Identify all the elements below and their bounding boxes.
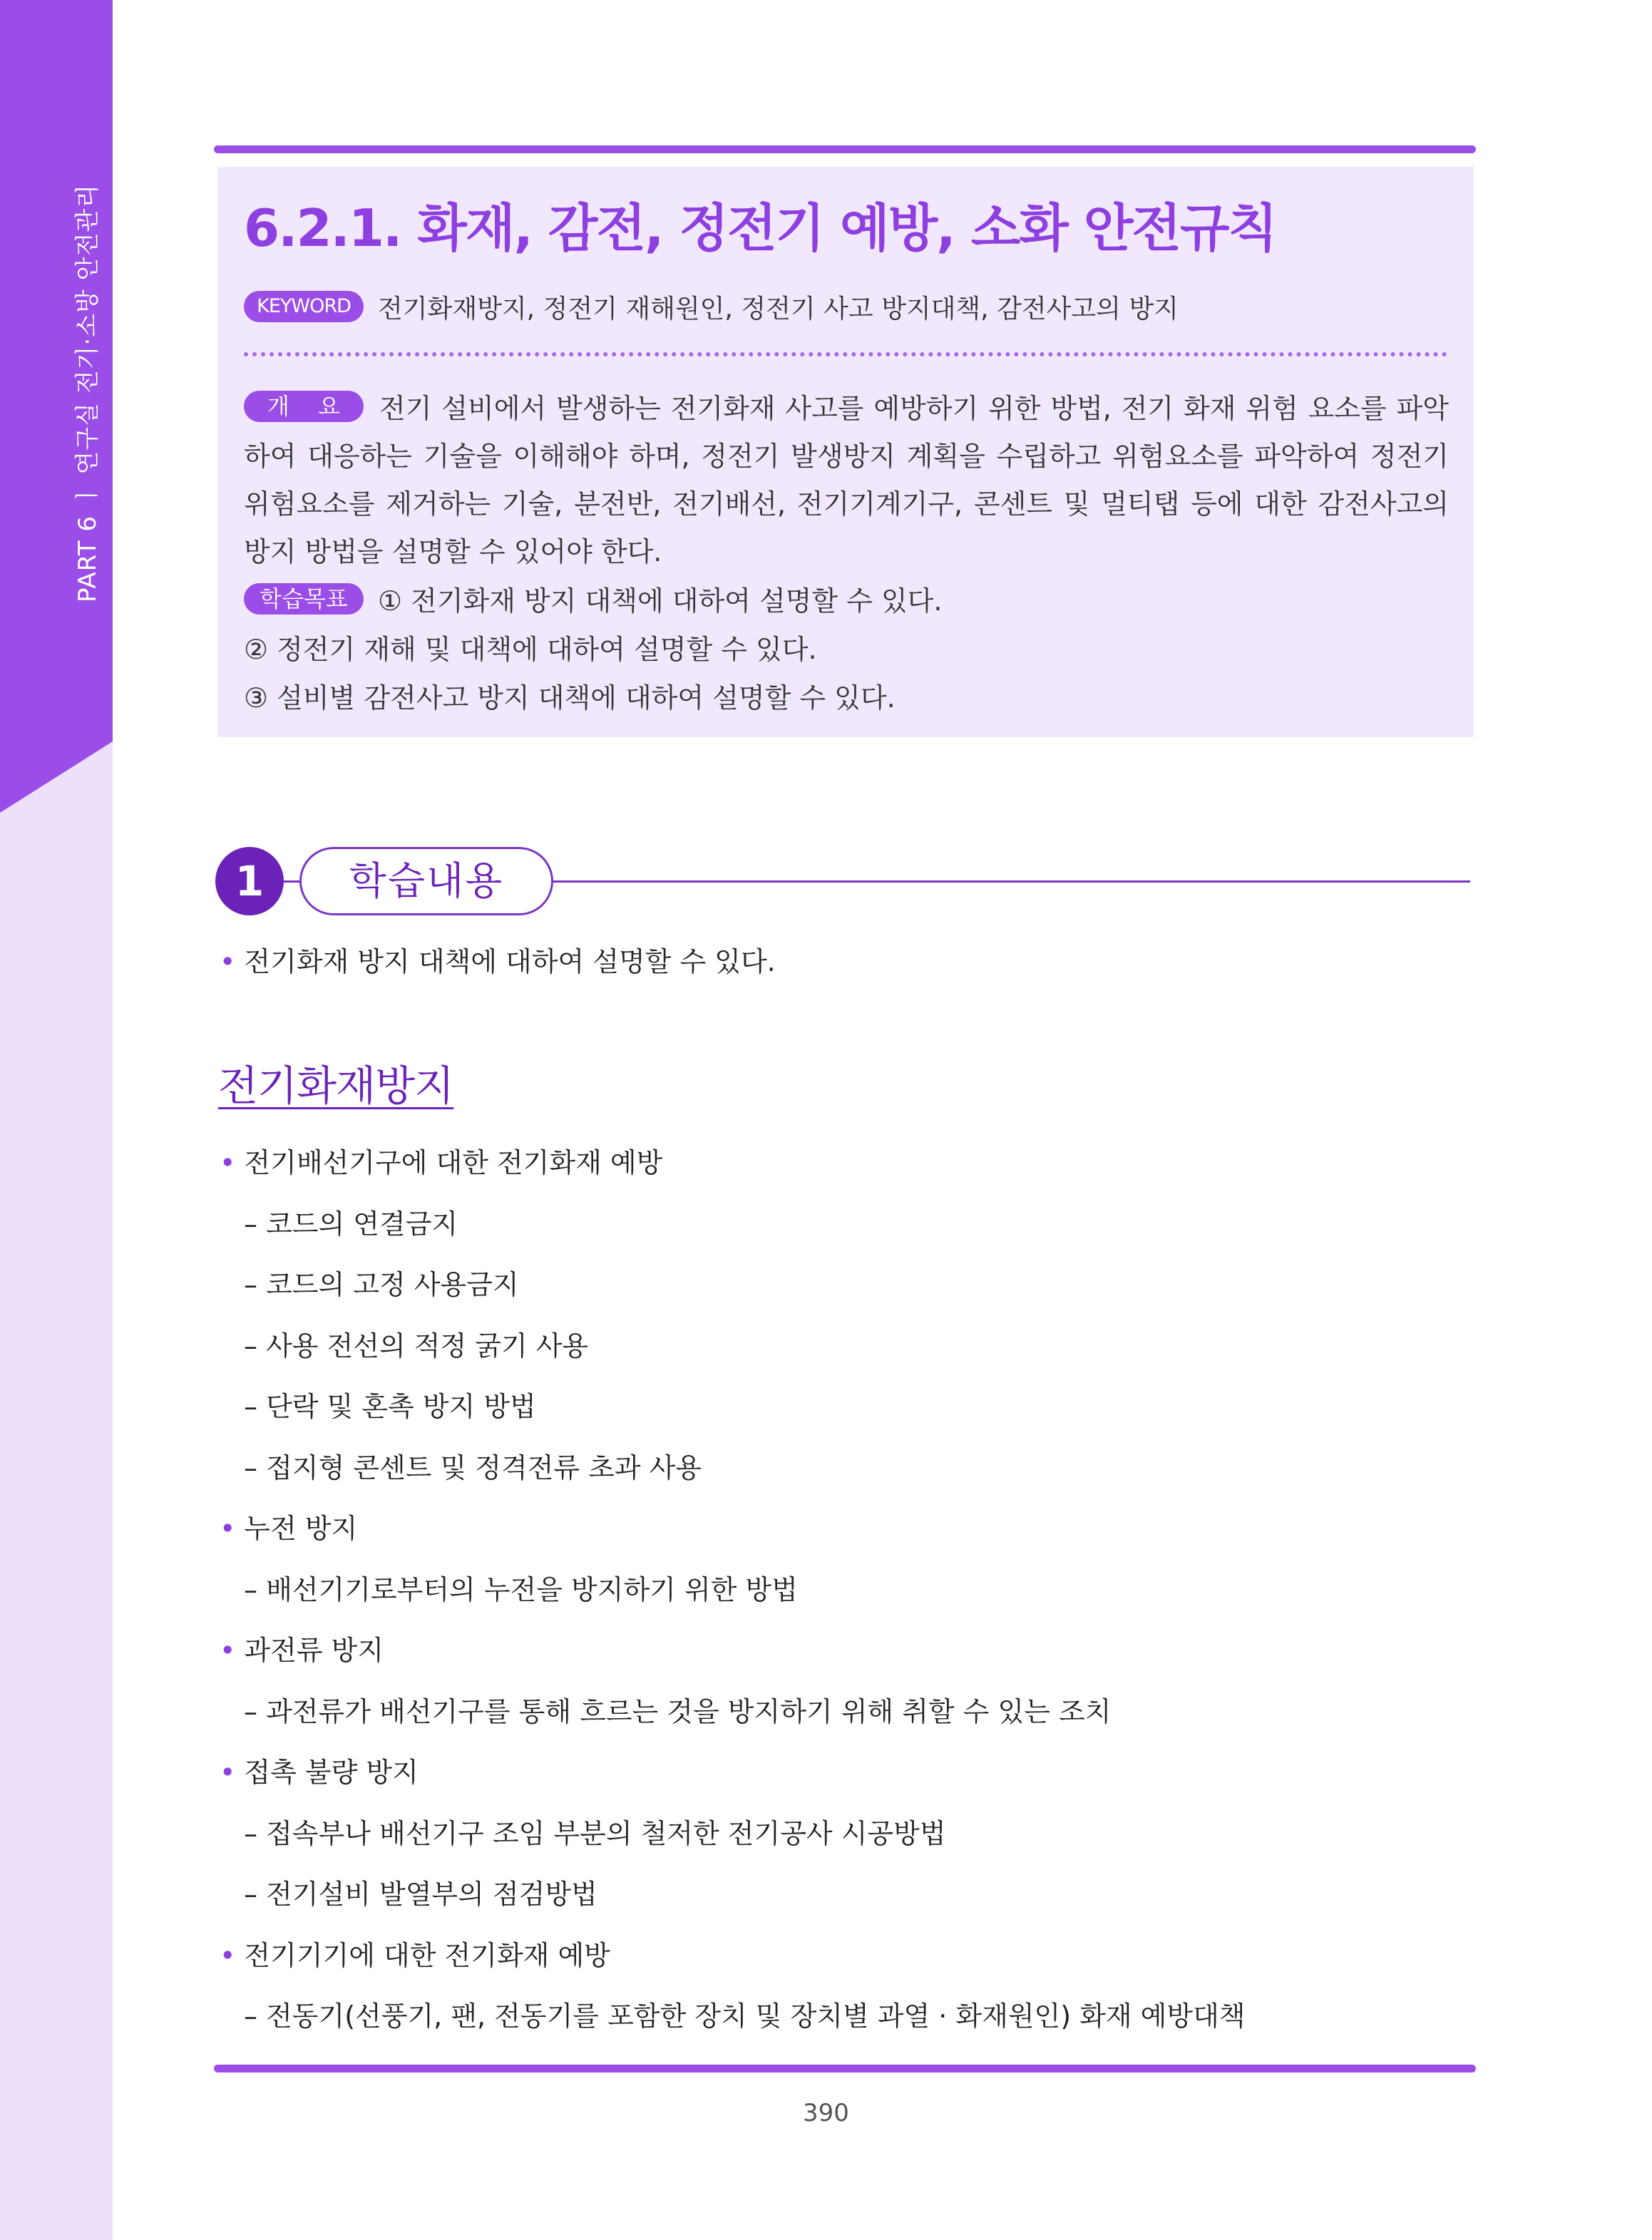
item-text: – 코드의 연결금지 [244, 1208, 458, 1240]
item-text: – 접속부나 배선기구 조임 부분의 철저한 전기공사 시공방법 [244, 1818, 946, 1849]
page-number: 390 [803, 2099, 849, 2127]
overview-badge: 개 요 [244, 391, 364, 422]
item-text: 누전 방지 [244, 1513, 358, 1544]
goal-item: ② 정전기 재해 및 대책에 대하여 설명할 수 있다. [244, 634, 817, 665]
bottom-rule [214, 2065, 1476, 2072]
intro-bullet-text: 전기화재 방지 대책에 대하여 설명할 수 있다. [244, 946, 776, 977]
subheading: 전기화재방지 [218, 1062, 454, 1110]
item-text: 전기배선기구에 대한 전기화재 예방 [244, 1147, 663, 1178]
goal-item: ③ 설비별 감전사고 방지 대책에 대하여 설명할 수 있다. [244, 682, 896, 714]
bullet-icon: • [220, 946, 236, 977]
sub-item [244, 1446, 702, 1485]
sub-item [244, 1812, 946, 1851]
bullet-item [220, 1141, 662, 1180]
item-text: – 과전류가 배선기구를 통해 흐르는 것을 방지하기 위해 취할 수 있는 조치 [244, 1696, 1112, 1727]
goal-badge: 학습목표 [244, 583, 364, 615]
sub-item [244, 1263, 519, 1302]
keyword-badge: KEYWORD [244, 291, 364, 322]
part-label: PART 6 ㅣ 연구실 전기·소방 안전관리 [73, 183, 102, 602]
sub-item [244, 1568, 798, 1607]
intro-bullet [220, 940, 776, 979]
sub-item [244, 1384, 536, 1424]
bullet-icon: • [220, 1147, 236, 1178]
bullet-icon: • [220, 1757, 236, 1788]
item-text: – 사용 전선의 적정 굵기 사용 [244, 1330, 589, 1362]
item-text: – 전동기(선풍기, 팬, 전동기를 포함한 장치 및 장치별 과열 · 화재원인) 화재 예방대책 [244, 2000, 1246, 2032]
sub-item [244, 1872, 597, 1911]
section-title: 학습내용 [299, 847, 553, 915]
top-rule [214, 145, 1476, 153]
section-number: 1 [215, 847, 284, 915]
bullet-item [220, 1628, 384, 1668]
bullet-icon: • [220, 1513, 236, 1544]
item-text: 접촉 불량 방지 [244, 1757, 419, 1788]
bullet-icon: • [220, 1940, 236, 1971]
bullet-icon: • [220, 1635, 236, 1666]
bullet-item [220, 1506, 357, 1546]
sub-item [244, 1994, 1246, 2033]
goal-item: ① 전기화재 방지 대책에 대하여 설명할 수 있다. [378, 585, 943, 617]
item-text: – 배선기기로부터의 누전을 방지하기 위한 방법 [244, 1574, 798, 1605]
overview-text: 전기 설비에서 발생하는 전기화재 사고를 예방하기 위한 방법, 전기 화재 위험 요소를 파악하여 대응하는 기술을 이해해야 하며, 정전기 발생방지 계획을 수립하고 위험요소를 파악하여 정전기 위험요소를 제거하는 기술, 분전반, 전기배선, 전기기계기구, 콘센트 및 멀티탭 등에 대한 감전사고의 방지 방법을 설명할 수 있어야 한다. [244, 393, 1449, 567]
item-text: – 접지형 콘센트 및 정격전류 초과 사용 [244, 1452, 702, 1484]
item-text: – 코드의 고정 사용금지 [244, 1269, 519, 1300]
sub-item [244, 1690, 1111, 1729]
item-text: 전기기기에 대한 전기화재 예방 [244, 1940, 610, 1971]
item-text: – 전기설비 발열부의 점검방법 [244, 1879, 597, 1910]
page-title: 6.2.1. 화재, 감전, 정전기 예방, 소화 안전규칙 [244, 198, 1277, 258]
sub-item [244, 1324, 588, 1363]
keywords-text: 전기화재방지, 정전기 재해원인, 정전기 사고 방지대책, 감전사고의 방지 [378, 294, 1179, 324]
dotted-divider [244, 352, 1447, 356]
sub-item [244, 1202, 458, 1241]
bullet-item [220, 1933, 610, 1973]
bullet-item [220, 1750, 419, 1789]
item-text: – 단락 및 혼촉 방지 방법 [244, 1391, 536, 1422]
item-text: 과전류 방지 [244, 1635, 384, 1666]
